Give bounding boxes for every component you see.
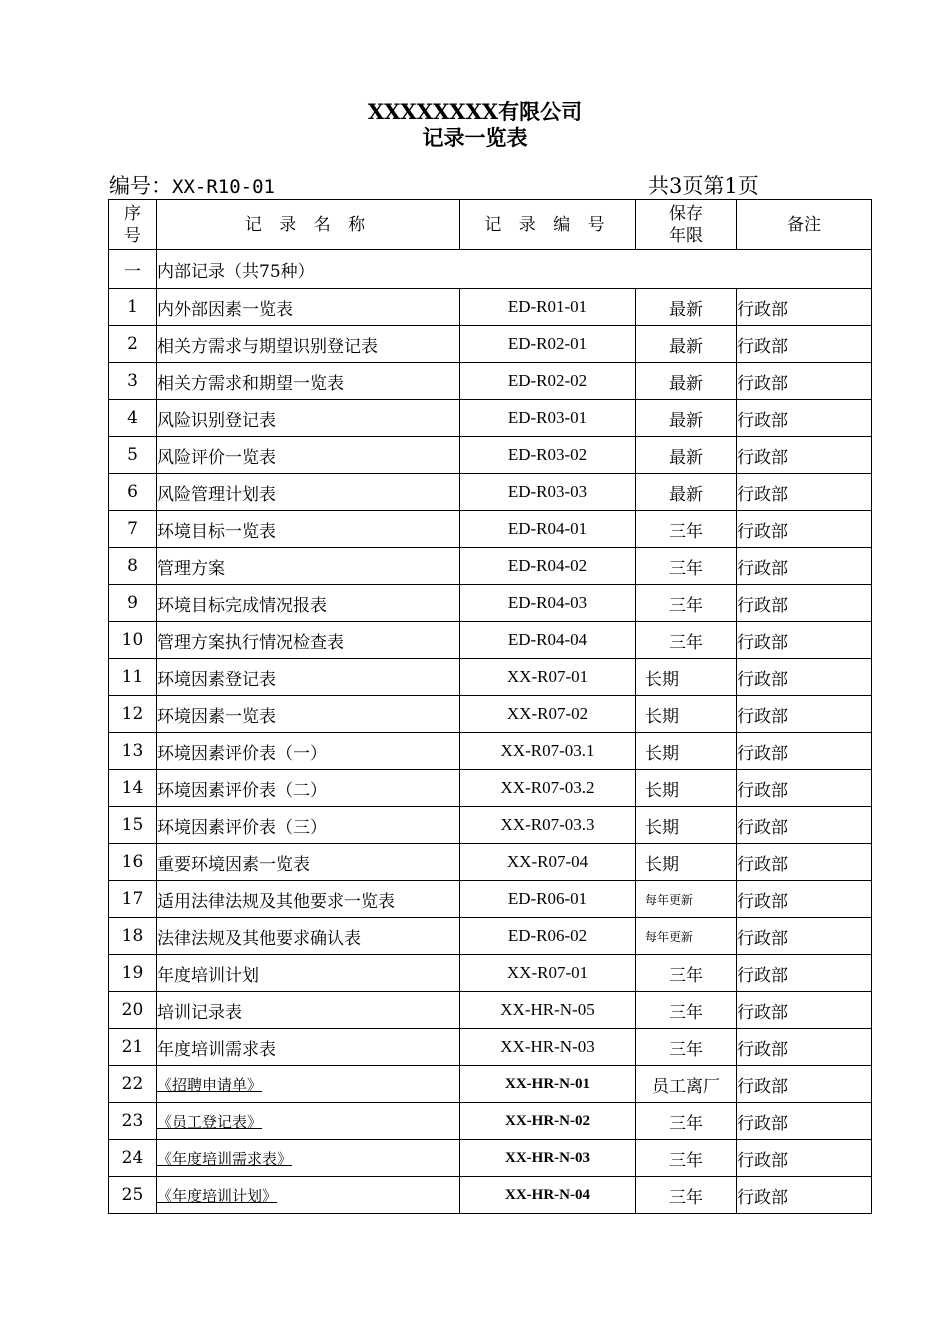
column-header-retention	[636, 200, 737, 250]
table-row	[109, 918, 872, 955]
remark: 行政部	[737, 622, 872, 659]
record-code: XX-HR-N-01	[460, 1066, 636, 1103]
retention-period: 三年	[636, 1029, 737, 1066]
row-number: 23	[109, 1103, 157, 1140]
record-name: 环境目标完成情况报表	[157, 585, 460, 622]
page-count: 共3页第1页	[648, 174, 759, 198]
retention-period: 每年更新	[636, 918, 737, 955]
table-row	[109, 1177, 872, 1214]
table-row	[109, 363, 872, 400]
document-code	[109, 172, 275, 201]
record-code: XX-HR-N-02	[460, 1103, 636, 1140]
row-number: 9	[109, 585, 157, 622]
table-row	[109, 1103, 872, 1140]
record-code: XX-R07-01	[460, 659, 636, 696]
record-name	[157, 1066, 460, 1103]
row-number: 20	[109, 992, 157, 1029]
table-row	[109, 1140, 872, 1177]
column-header-retention-text: 保存年限	[669, 203, 703, 246]
remark: 行政部	[737, 955, 872, 992]
record-name: 年度培训需求表	[157, 1029, 460, 1066]
row-number: 21	[109, 1029, 157, 1066]
document-title: 记录一览表	[422, 125, 528, 150]
column-header-name: 记 录 名 称	[157, 200, 460, 250]
row-number: 25	[109, 1177, 157, 1214]
record-name: 管理方案	[157, 548, 460, 585]
remark: 行政部	[737, 363, 872, 400]
record-name: 重要环境因素一览表	[157, 844, 460, 881]
record-name: 风险评价一览表	[157, 437, 460, 474]
table-row	[109, 696, 872, 733]
retention-period: 长期	[636, 844, 737, 881]
remark: 行政部	[737, 881, 872, 918]
retention-period: 长期	[636, 659, 737, 696]
remark: 行政部	[737, 289, 872, 326]
row-number: 2	[109, 326, 157, 363]
table-row	[109, 326, 872, 363]
record-code: ED-R03-01	[460, 400, 636, 437]
row-number: 11	[109, 659, 157, 696]
record-code: XX-HR-N-04	[460, 1177, 636, 1214]
table-row	[109, 400, 872, 437]
retention-period: 长期	[636, 696, 737, 733]
remark: 行政部	[737, 733, 872, 770]
remark: 行政部	[737, 1177, 872, 1214]
record-code: ED-R02-02	[460, 363, 636, 400]
retention-period: 最新	[636, 400, 737, 437]
remark: 行政部	[737, 659, 872, 696]
remark: 行政部	[737, 992, 872, 1029]
row-number: 5	[109, 437, 157, 474]
table-row	[109, 770, 872, 807]
retention-period: 长期	[636, 770, 737, 807]
record-name: 内外部因素一览表	[157, 289, 460, 326]
column-header-remark: 备注	[737, 200, 872, 250]
record-code: XX-R07-03.3	[460, 807, 636, 844]
remark: 行政部	[737, 585, 872, 622]
record-name-link: 《员工登记表》	[157, 1112, 263, 1131]
table-row	[109, 733, 872, 770]
retention-period: 三年	[636, 1103, 737, 1140]
table-row	[109, 1066, 872, 1103]
record-code: XX-R07-02	[460, 696, 636, 733]
retention-period: 三年	[636, 1140, 737, 1177]
row-number: 1	[109, 289, 157, 326]
table-row	[109, 474, 872, 511]
record-code: XX-R07-04	[460, 844, 636, 881]
retention-period: 长期	[636, 733, 737, 770]
record-name: 环境因素一览表	[157, 696, 460, 733]
record-code: ED-R04-02	[460, 548, 636, 585]
column-header-no	[109, 200, 157, 250]
retention-period: 员工离厂	[636, 1066, 737, 1103]
table-row	[109, 992, 872, 1029]
remark: 行政部	[737, 1029, 872, 1066]
record-code: XX-R07-03.2	[460, 770, 636, 807]
table-row	[109, 289, 872, 326]
table-row	[109, 548, 872, 585]
retention-period: 长期	[636, 807, 737, 844]
record-code: XX-HR-N-05	[460, 992, 636, 1029]
record-name: 风险管理计划表	[157, 474, 460, 511]
table-header-row	[109, 200, 872, 250]
record-name	[157, 1140, 460, 1177]
table-row	[109, 622, 872, 659]
record-name	[157, 1177, 460, 1214]
row-number: 3	[109, 363, 157, 400]
section-row	[109, 250, 872, 289]
row-number: 19	[109, 955, 157, 992]
record-name: 相关方需求与期望识别登记表	[157, 326, 460, 363]
document-code-label: 编号：	[109, 174, 172, 198]
record-name: 环境因素评价表（二）	[157, 770, 460, 807]
records-table	[108, 199, 872, 1214]
remark: 行政部	[737, 1103, 872, 1140]
record-code: ED-R01-01	[460, 289, 636, 326]
retention-period: 最新	[636, 363, 737, 400]
remark: 行政部	[737, 437, 872, 474]
record-code: XX-HR-N-03	[460, 1029, 636, 1066]
row-number: 10	[109, 622, 157, 659]
remark: 行政部	[737, 696, 872, 733]
column-header-code: 记 录 编 号	[460, 200, 636, 250]
table-row	[109, 955, 872, 992]
remark: 行政部	[737, 400, 872, 437]
retention-period: 三年	[636, 622, 737, 659]
row-number: 14	[109, 770, 157, 807]
record-name	[157, 1103, 460, 1140]
record-code: ED-R03-02	[460, 437, 636, 474]
record-name: 管理方案执行情况检查表	[157, 622, 460, 659]
table-row	[109, 807, 872, 844]
row-number: 24	[109, 1140, 157, 1177]
record-name: 年度培训计划	[157, 955, 460, 992]
record-name: 适用法律法规及其他要求一览表	[157, 881, 460, 918]
retention-period: 最新	[636, 437, 737, 474]
record-name-link: 《年度培训需求表》	[157, 1149, 293, 1168]
record-code: ED-R04-01	[460, 511, 636, 548]
section-no: 一	[109, 250, 157, 289]
remark: 行政部	[737, 326, 872, 363]
retention-period: 三年	[636, 548, 737, 585]
retention-period: 三年	[636, 585, 737, 622]
record-code: ED-R06-02	[460, 918, 636, 955]
row-number: 15	[109, 807, 157, 844]
record-code: ED-R03-03	[460, 474, 636, 511]
record-code: ED-R04-04	[460, 622, 636, 659]
record-name: 环境因素评价表（一）	[157, 733, 460, 770]
retention-period: 最新	[636, 326, 737, 363]
retention-period: 三年	[636, 1177, 737, 1214]
row-number: 18	[109, 918, 157, 955]
row-number: 8	[109, 548, 157, 585]
remark: 行政部	[737, 511, 872, 548]
table-row	[109, 881, 872, 918]
section-label: 内部记录（共75种）	[157, 250, 872, 289]
column-header-no-text: 序号	[124, 203, 141, 246]
retention-period: 三年	[636, 955, 737, 992]
row-number: 17	[109, 881, 157, 918]
remark: 行政部	[737, 1066, 872, 1103]
record-code: XX-R07-03.1	[460, 733, 636, 770]
record-code: ED-R04-03	[460, 585, 636, 622]
remark: 行政部	[737, 1140, 872, 1177]
table-row	[109, 437, 872, 474]
record-name: 环境因素登记表	[157, 659, 460, 696]
table-row	[109, 511, 872, 548]
remark: 行政部	[737, 770, 872, 807]
document-code-value: XX-R10-01	[172, 176, 275, 198]
retention-period: 最新	[636, 474, 737, 511]
row-number: 22	[109, 1066, 157, 1103]
remark: 行政部	[737, 844, 872, 881]
row-number: 7	[109, 511, 157, 548]
table-row	[109, 585, 872, 622]
record-code: ED-R06-01	[460, 881, 636, 918]
retention-period: 最新	[636, 289, 737, 326]
company-name: XXXXXXXX有限公司	[367, 99, 583, 124]
record-name-link: 《年度培训计划》	[157, 1186, 278, 1205]
record-name-link: 《招聘申请单》	[157, 1075, 263, 1094]
row-number: 13	[109, 733, 157, 770]
record-code: XX-HR-N-03	[460, 1140, 636, 1177]
retention-period: 三年	[636, 992, 737, 1029]
record-code: XX-R07-01	[460, 955, 636, 992]
table-row	[109, 844, 872, 881]
row-number: 4	[109, 400, 157, 437]
row-number: 6	[109, 474, 157, 511]
row-number: 16	[109, 844, 157, 881]
record-code: ED-R02-01	[460, 326, 636, 363]
record-name: 环境因素评价表（三）	[157, 807, 460, 844]
record-name: 风险识别登记表	[157, 400, 460, 437]
record-name: 培训记录表	[157, 992, 460, 1029]
remark: 行政部	[737, 918, 872, 955]
remark: 行政部	[737, 548, 872, 585]
retention-period: 三年	[636, 511, 737, 548]
remark: 行政部	[737, 474, 872, 511]
row-number: 12	[109, 696, 157, 733]
record-name: 法律法规及其他要求确认表	[157, 918, 460, 955]
table-row	[109, 659, 872, 696]
record-name: 相关方需求和期望一览表	[157, 363, 460, 400]
retention-period: 每年更新	[636, 881, 737, 918]
table-row	[109, 1029, 872, 1066]
record-name: 环境目标一览表	[157, 511, 460, 548]
remark: 行政部	[737, 807, 872, 844]
